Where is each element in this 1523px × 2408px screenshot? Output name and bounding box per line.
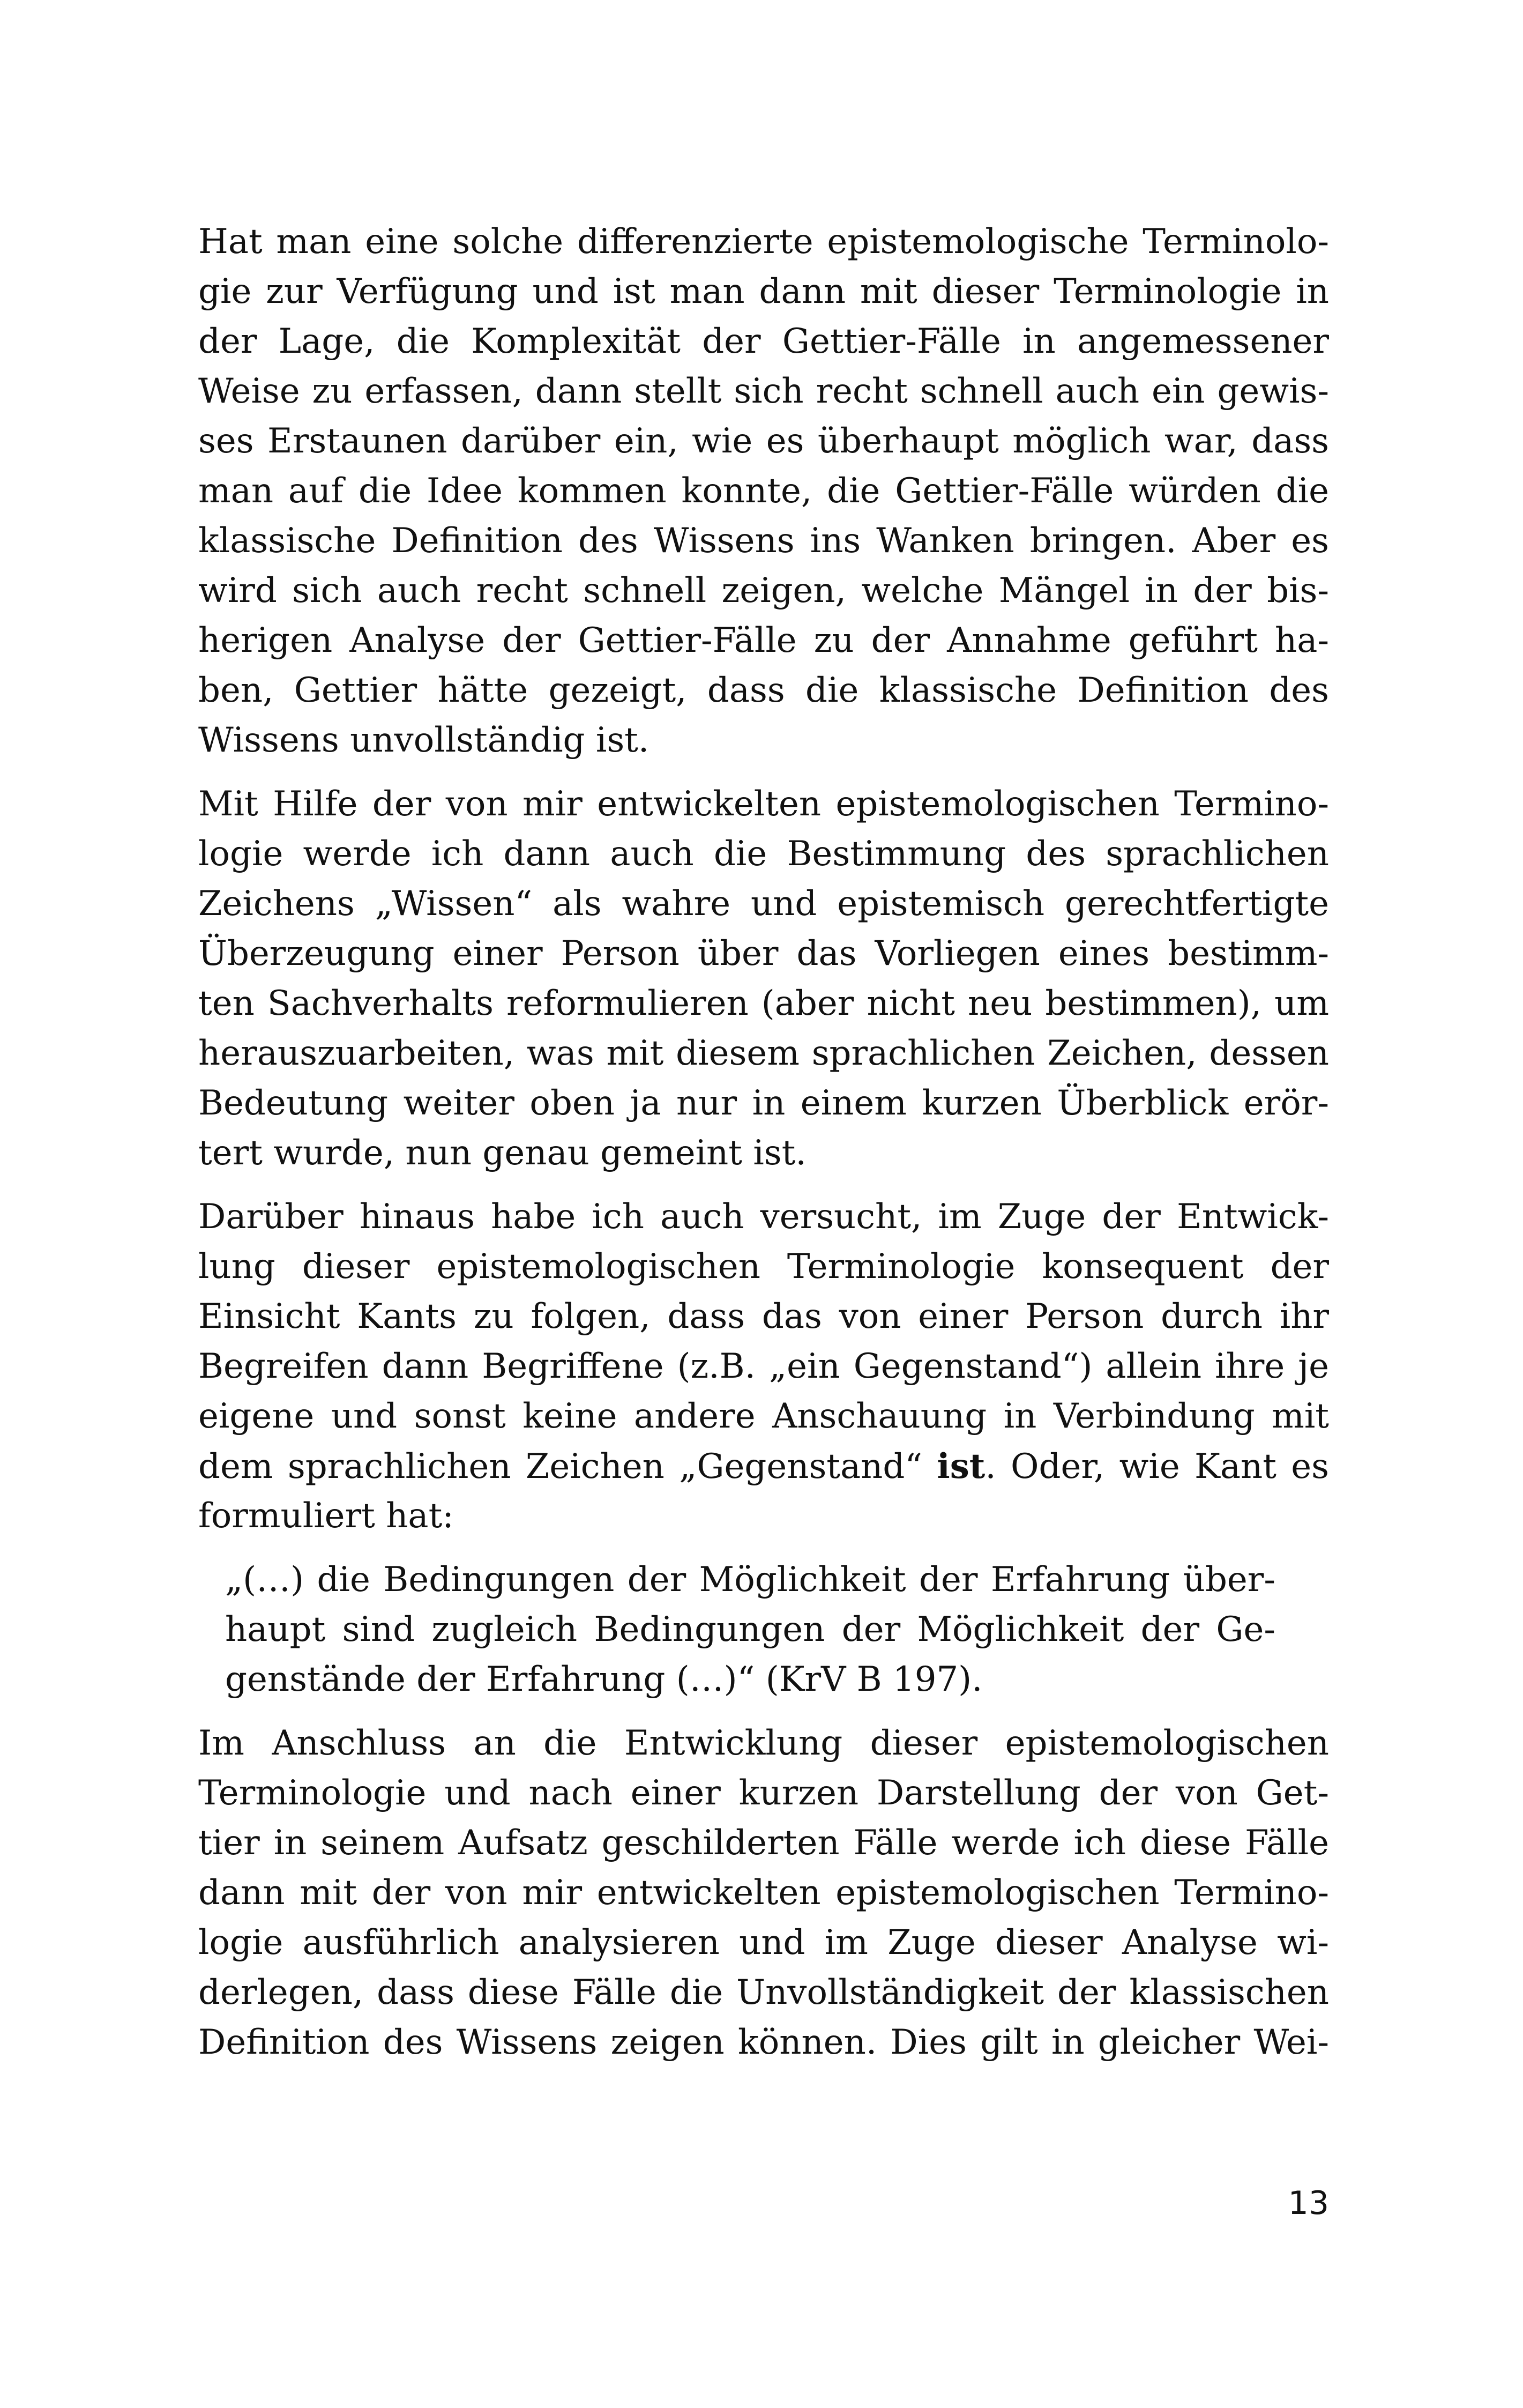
text-line: herauszuarbeiten, was mit diesem sprachlichen Zeichen, dessen [198, 1034, 1329, 1073]
text-line: Hat man eine solche differenzierte epistemologische Terminolo- [198, 222, 1329, 262]
text-line: Zeichens „Wissen“ als wahre und epistemisch gerechtfertigte [198, 884, 1329, 924]
text-line: klassische Definition des Wissens ins Wanken bringen. Aber es [198, 521, 1329, 561]
text-line: Definition des Wissens zeigen können. Dies gilt in gleicher Wei- [198, 2023, 1329, 2062]
text-line-with-emphasis [198, 1441, 1329, 1491]
text-line: tert wurde, nun genau gemeint ist. [198, 1133, 807, 1173]
body-text [198, 217, 1329, 2068]
quote-line: genstände der Erfahrung (…)“ (KrV B 197). [225, 1660, 983, 1699]
paragraph-1 [198, 217, 1329, 765]
text-line: derlegen, dass diese Fälle die Unvollständigkeit der klassischen [198, 1973, 1329, 2012]
text-line: Weise zu erfassen, dann stellt sich recht schnell auch ein gewis- [198, 371, 1329, 411]
text-line: Darüber hinaus habe ich auch versucht, im Zuge der Entwick- [198, 1197, 1329, 1237]
text-line: ben, Gettier hätte gezeigt, dass die klassische Definition des [198, 671, 1329, 710]
paragraph-2 [198, 779, 1329, 1178]
text-line: lung dieser epistemologischen Terminologie konsequent der [198, 1247, 1329, 1287]
text-line: man auf die Idee kommen konnte, die Gettier-Fälle würden die [198, 471, 1329, 511]
page-number: 13 [1288, 2184, 1329, 2222]
text-line: gie zur Verfügung und ist man dann mit dieser Terminologie in [198, 272, 1329, 311]
text-line: Mit Hilfe der von mir entwickelten epistemologischen Termino- [198, 784, 1329, 824]
quote-line: „(…) die Bedingungen der Möglichkeit der Erfahrung über- [225, 1560, 1275, 1600]
text-line: dann mit der von mir entwickelten epistemologischen Termino- [198, 1873, 1329, 1913]
text-line: ses Erstaunen darüber ein, wie es überhaupt möglich war, dass [198, 421, 1329, 461]
text-line: der Lage, die Komplexität der Gettier-Fälle in angemessener [198, 322, 1329, 361]
text-line: Begreifen dann Begriffene (z.B. „ein Gegenstand“) allein ihre je [198, 1347, 1329, 1386]
text-line: Wissens unvollständig ist. [198, 720, 649, 760]
paragraph-4 [198, 1719, 1329, 2068]
paragraph-3 [198, 1192, 1329, 1541]
text-line: Überzeugung einer Person über das Vorliegen eines bestimm- [198, 934, 1329, 973]
text-line: logie werde ich dann auch die Bestimmung des sprachlichen [198, 834, 1329, 874]
text-line: herigen Analyse der Gettier-Fälle zu der Annahme geführt ha- [198, 621, 1329, 660]
text-line: tier in seinem Aufsatz geschilderten Fälle werde ich diese Fälle [198, 1823, 1329, 1863]
text-line: Einsicht Kants zu folgen, dass das von einer Person durch ihr [198, 1297, 1329, 1336]
emphasized-word: ist [937, 1446, 986, 1487]
text-line: ten Sachverhalts reformulieren (aber nicht neu bestimmen), um [198, 984, 1329, 1023]
text-line: Terminologie und nach einer kurzen Darstellung der von Get- [198, 1773, 1329, 1813]
block-quote [225, 1555, 1275, 1705]
text-segment: . Oder, wie Kant es [985, 1447, 1329, 1487]
text-segment: dem sprachlichen Zeichen „Gegenstand“ [198, 1447, 937, 1487]
text-line: logie ausführlich analysieren und im Zuge dieser Analyse wi- [198, 1923, 1329, 1963]
text-line: wird sich auch recht schnell zeigen, welche Mängel in der bis- [198, 571, 1329, 611]
quote-line: haupt sind zugleich Bedingungen der Möglichkeit der Ge- [225, 1610, 1275, 1649]
text-line: eigene und sonst keine andere Anschauung in Verbindung mit [198, 1396, 1329, 1436]
text-line: Bedeutung weiter oben ja nur in einem kurzen Überblick erör- [198, 1083, 1329, 1123]
text-line: formuliert hat: [198, 1496, 454, 1536]
text-line: Im Anschluss an die Entwicklung dieser epistemologischen [198, 1723, 1329, 1763]
